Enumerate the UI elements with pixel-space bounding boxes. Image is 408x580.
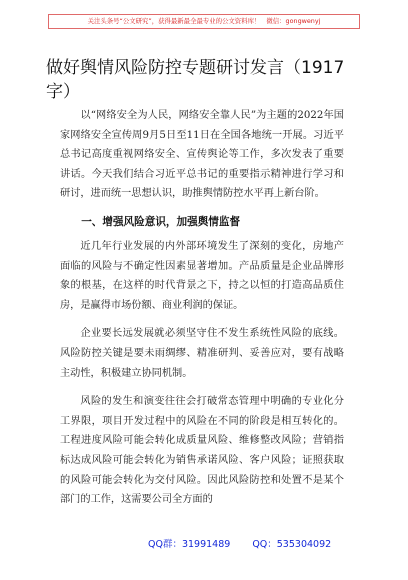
section-1-heading: 一、增强风险意识，加强舆情监督 (81, 215, 241, 228)
contact-footer (148, 536, 331, 550)
intro-paragraph: 以“网络安全为人民，网络安全靠人民”为主题的2022年国家网络安全宣传周9月5日至11日在全国各地统一开展。习近平总书记高度重视网络安全、宣传舆论等工作，多次发表了重要讲话。今天我们结合习近平总书记的重要指示精神进行学习和研讨，进而统一思想认识，助推舆情防控水平再上新台阶。 (60, 110, 344, 200)
qq-number: QQ：535304092 (252, 539, 332, 550)
document-title: 做好舆情风险防控专题研讨发言（1917字） (46, 58, 345, 102)
section-1-paragraph: 企业要长远发展就必须坚守住不发生系统性风险的底线。风险防控关键是要未雨绸缪、精准研判、妥善应对，要有战略主动性，积极建立协同机制。 (60, 328, 344, 379)
promo-banner-wechat: 微信：gongwenyj (266, 17, 321, 25)
section-1-paragraph: 风险的发生和演变往往会打破常态管理中明确的专业化分工界限，项目开发过程中的风险在不同的阶段是相互转化的。工程进度风险可能会转化成质量风险、维修整改风险；营销指标达成风险可能会转化为销售承诺风险、客户风险；证照获取的风险可能会转化为交付风险。因此风险防控和处置不是某个部门的工作，这需要公司全方面的 (60, 396, 344, 506)
promo-banner (48, 14, 360, 29)
qq-group-number: QQ群：31991489 (148, 539, 231, 550)
section-1-paragraph: 近几年行业发展的内外部环境发生了深刻的变化，房地产面临的风险与不确定性因素显著增加。产品质量是企业品牌形象的根基，在这样的时代背景之下，持之以恒的打造高品质住房，是赢得市场份额、商业利润的保证。 (60, 240, 344, 311)
document-body (60, 106, 344, 519)
promo-banner-text: 关注头条号“公文研究”，获得最新最全最专业的公文资料库！ (87, 17, 261, 25)
